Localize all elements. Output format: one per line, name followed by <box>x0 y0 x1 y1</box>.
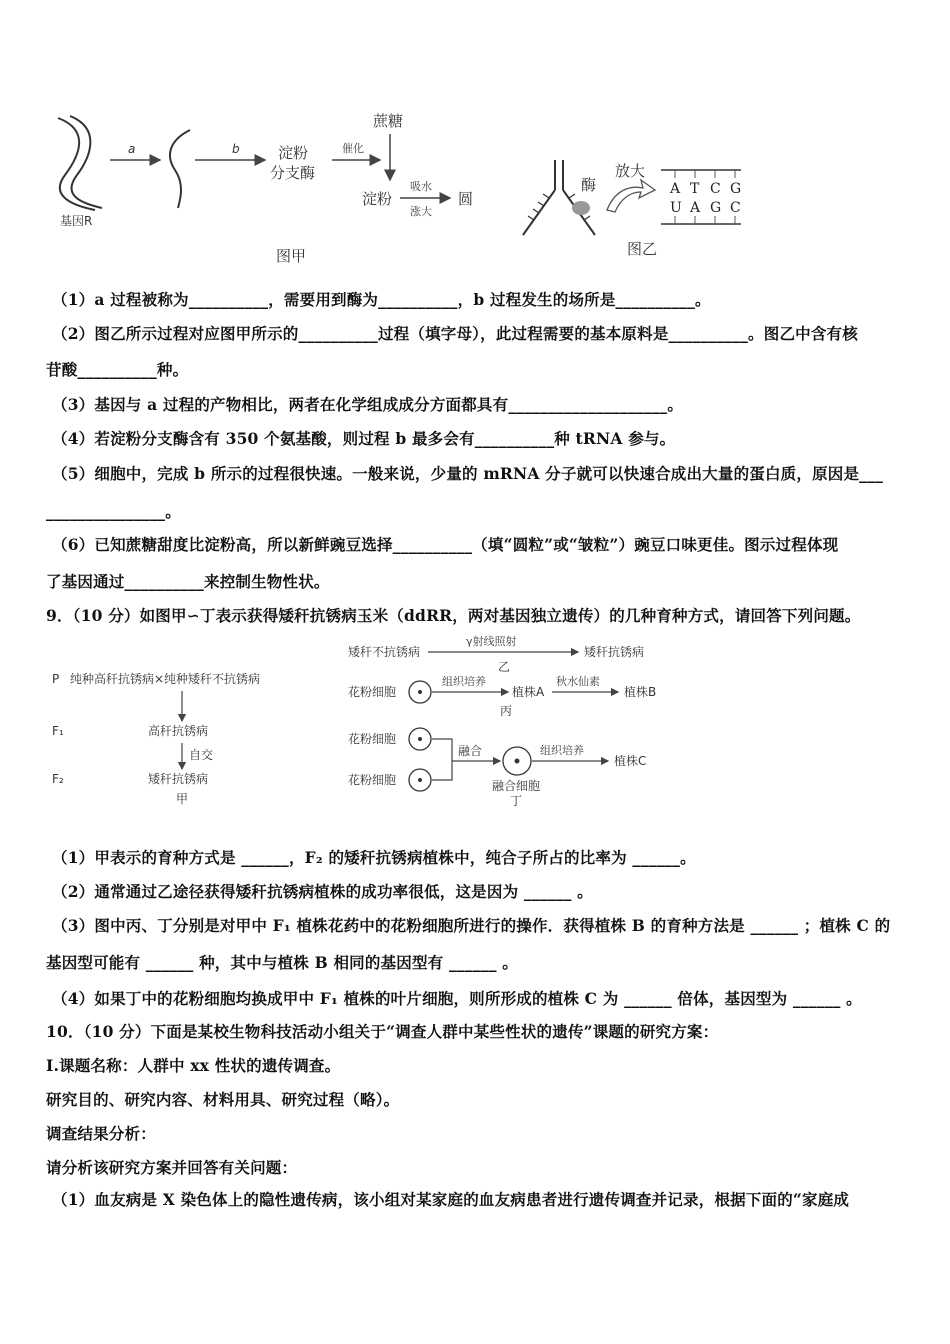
q8-line-4: （3）基因与 a 过程的产物相比，两者在化学组成成分方面都具有____________________。 <box>52 395 684 414</box>
q10-line-1: I.课题名称：人群中 xx 性状的遗传调查。 <box>46 1056 341 1075</box>
p-label: P <box>52 672 60 686</box>
fusion-label: 融合 <box>458 744 483 758</box>
yi-start: 矮秆不抗锈病 <box>348 645 421 659</box>
q9-line-1: （1）甲表示的育种方式是 ______，F₂ 的矮秆抗锈病植株中，纯合子所占的比率为 ______。 <box>52 848 696 867</box>
starch-label: 淀粉 <box>362 190 393 208</box>
q9-line-5: （4）如果丁中的花粉细胞均换成甲中 F₁ 植株的叶片细胞，则所形成的植株 C 为 ______ 倍体，基因型为 ______ 。 <box>52 989 862 1008</box>
q10-line-3: 调查结果分析： <box>46 1124 156 1143</box>
sucrose-label: 蔗糖 <box>373 112 404 130</box>
q8-line-1: （1）a 过程被称为__________，需要用到酶为__________，b 过程发生的场所是__________。 <box>52 290 711 309</box>
base-top-2: T <box>690 181 700 197</box>
pollen-cell-2: 花粉细胞 <box>348 732 397 746</box>
ding-label: 丁 <box>510 794 523 808</box>
arrow-a-label: a <box>128 142 136 156</box>
catalyze-label: 催化 <box>342 142 364 155</box>
fused-cell-label: 融合细胞 <box>492 779 541 793</box>
colchicine-label: 秋水仙素 <box>556 675 600 688</box>
q8-line-6: （5）细胞中，完成 b 所示的过程很快速。一般来说，少量的 mRNA 分子就可以快速合成出大量的蛋白质，原因是___ <box>52 464 884 483</box>
yi-label: 乙 <box>498 660 511 674</box>
q10-line-2: 研究目的、研究内容、材料用具、研究过程（略）。 <box>46 1090 400 1109</box>
q10-intro: 10．（10 分）下面是某校生物科技活动小组关于“调查人群中某些性状的遗传”课题的研究方案： <box>46 1022 719 1041</box>
q8-line-7: _______________。 <box>46 502 181 521</box>
figure-yi-caption: 图乙 <box>627 240 658 258</box>
pollen-cell-3: 花粉细胞 <box>348 773 397 787</box>
tissue-culture-2: 组织培养 <box>540 744 584 757</box>
f1-label: F₁ <box>52 724 64 738</box>
base-bottom-3: G <box>710 200 722 216</box>
arrow-b-label: b <box>232 142 240 156</box>
enzyme-label-2: 分支酶 <box>270 164 316 182</box>
p-text: 纯种高秆抗锈病×纯种矮秆不抗锈病 <box>70 672 261 686</box>
gene-label: 基因R <box>60 214 93 228</box>
figure-yi <box>515 150 755 270</box>
round-label: 圆 <box>458 190 474 208</box>
f1-text: 高秆抗锈病 <box>148 724 209 738</box>
q9-intro: 9．（10 分）如图甲∽丁表示获得矮秆抗锈病玉米（ddRR，两对基因独立遗传）的几种育种方式，请回答下列问题。 <box>46 606 861 625</box>
base-top-4: G <box>730 181 742 197</box>
base-bottom-1: U <box>670 200 682 216</box>
figure-breeding <box>46 635 686 815</box>
selfing-label: 自交 <box>189 748 214 762</box>
q8-line-5: （4）若淀粉分支酶含有 350 个氨基酸，则过程 b 最多会有__________种 tRNA 参与。 <box>52 429 676 448</box>
plant-a: 植株A <box>512 685 545 699</box>
enzyme-label-1: 淀粉 <box>278 144 309 162</box>
plant-c: 植株C <box>614 754 647 768</box>
absorb-label: 吸水 <box>410 180 432 193</box>
swell-label: 涨大 <box>410 205 432 218</box>
base-top-3: C <box>710 181 721 197</box>
q9-line-2: （2）通常通过乙途径获得矮秆抗锈病植株的成功率很低，这是因为 ______ 。 <box>52 882 593 901</box>
plant-b: 植株B <box>624 685 657 699</box>
q8-line-2: （2）图乙所示过程对应图甲所示的__________过程（填字母），此过程需要的基本原料是__________。图乙中含有核 <box>52 324 858 343</box>
yi-ray: γ射线照射 <box>466 635 517 648</box>
q10-line-4: 请分析该研究方案并回答有关问题： <box>46 1158 298 1177</box>
figure-jia <box>40 100 510 270</box>
q8-line-9: 了基因通过__________来控制生物性状。 <box>46 572 330 591</box>
base-top-1: A <box>670 181 681 197</box>
enlarge-arrow <box>607 180 655 212</box>
enzyme-blob <box>572 201 590 215</box>
pollen-cell-1: 花粉细胞 <box>348 685 397 699</box>
tissue-culture-1: 组织培养 <box>442 675 486 688</box>
q8-line-3: 苷酸__________种。 <box>46 360 189 379</box>
mrna-strand <box>170 130 190 208</box>
bing-label: 丙 <box>500 704 513 718</box>
f2-text: 矮秆抗锈病 <box>148 772 209 786</box>
jia-label: 甲 <box>176 792 189 806</box>
enzyme-label: 酶 <box>581 176 597 194</box>
base-bottom-4: C <box>730 200 741 216</box>
figure-jia-caption: 图甲 <box>276 247 307 265</box>
yi-end: 矮秆抗锈病 <box>584 645 645 659</box>
q10-line-5: （1）血友病是 X 染色体上的隐性遗传病，该小组对某家庭的血友病患者进行遗传调查并记录，根据下面的“家庭成 <box>52 1190 850 1209</box>
f2-label: F₂ <box>52 772 64 786</box>
base-bottom-2: A <box>690 200 701 216</box>
q8-line-8: （6）已知蔗糖甜度比淀粉高，所以新鲜豌豆选择__________（填“圆粒”或“皱粒”）豌豆口味更佳。图示过程体现 <box>52 535 839 554</box>
q9-line-3: （3）图中丙、丁分别是对甲中 F₁ 植株花药中的花粉细胞所进行的操作．获得植株 B 的育种方法是 ______ ；植株 C 的 <box>52 916 891 935</box>
enlarge-label: 放大 <box>615 162 646 180</box>
q9-line-4: 基因型可能有 ______ 种，其中与植株 B 相同的基因型有 ______ 。 <box>46 953 518 972</box>
